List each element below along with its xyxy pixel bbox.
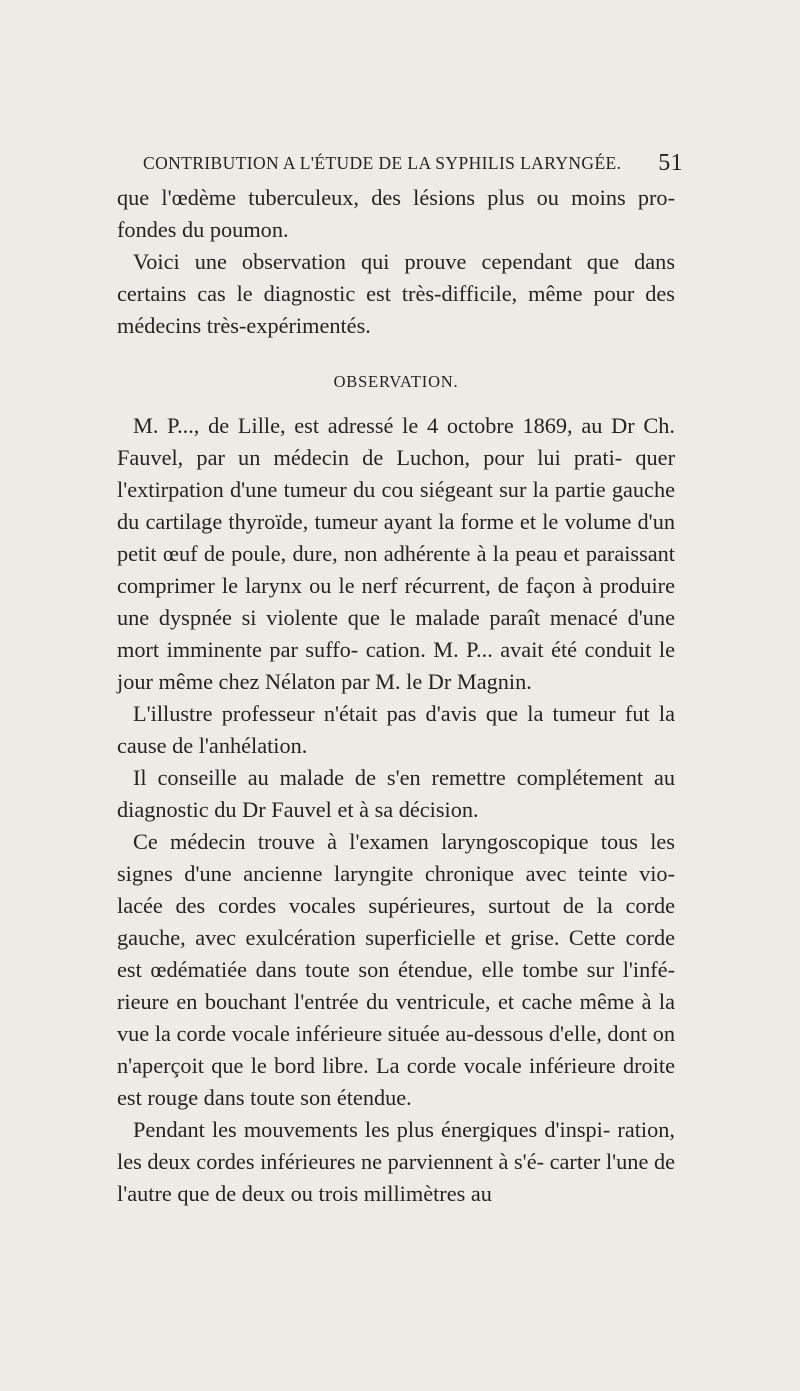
paragraph: que l'œdème tuberculeux, des lésions plus ou moins pro- fondes du poumon. [117, 185, 675, 242]
paragraph: M. P..., de Lille, est adressé le 4 octobre 1869, au Dr Ch. Fauvel, par un médecin de Luchon, pour lui prati- quer l'extirpation d'une tumeur du cou siégeant sur la partie gauche du cartilage thyroïde, tumeur ayant la forme et le volume d'un petit œuf de poule, dure, non adhérente à la peau et paraissant comprimer le larynx ou le nerf récurrent, de façon à produire une dyspnée si violente que le malade paraît menacé d'une mort imminente par suffo- cation. M. P... avait été conduit le jour même chez Nélaton par M. le Dr Magnin. [117, 413, 675, 694]
paragraph: L'illustre professeur n'était pas d'avis que la tumeur fut la cause de l'anhélation. [117, 701, 675, 758]
paragraph: Pendant les mouvements les plus énergiques d'inspi- ration, les deux cordes inférieures ne parviennent à s'é- carter l'une de l'autre que de deux ou trois millimètres au [117, 1117, 675, 1206]
running-title: CONTRIBUTION A L'ÉTUDE DE LA SYPHILIS LARYNGÉE. [143, 153, 622, 173]
paragraph: Ce médecin trouve à l'examen laryngoscopique tous les signes d'une ancienne laryngite chronique avec teinte vio- lacée des cordes vocales supérieures, surtout de la corde gauche, avec exulcération superficielle et grise. Cette corde est œdématiée dans toute son étendue, elle tombe sur l'infé- rieure en bouchant l'entrée du ventricule, et cache même à la vue la corde vocale inférieure située au-dessous d'elle, dont on n'aperçoit que le bord libre. La corde vocale inférieure droite est rouge dans toute son étendue. [117, 829, 675, 1110]
paragraph: Voici une observation qui prouve cependant que dans certains cas le diagnostic est très-difficile, même pour des médecins très-expérimentés. [117, 249, 675, 338]
running-head [143, 150, 683, 176]
page-number: 51 [658, 150, 683, 176]
section-heading: OBSERVATION. [333, 372, 459, 391]
paragraph: Il conseille au malade de s'en remettre complétement au diagnostic du Dr Fauvel et à sa décision. [117, 765, 675, 822]
body-text [117, 182, 675, 1210]
